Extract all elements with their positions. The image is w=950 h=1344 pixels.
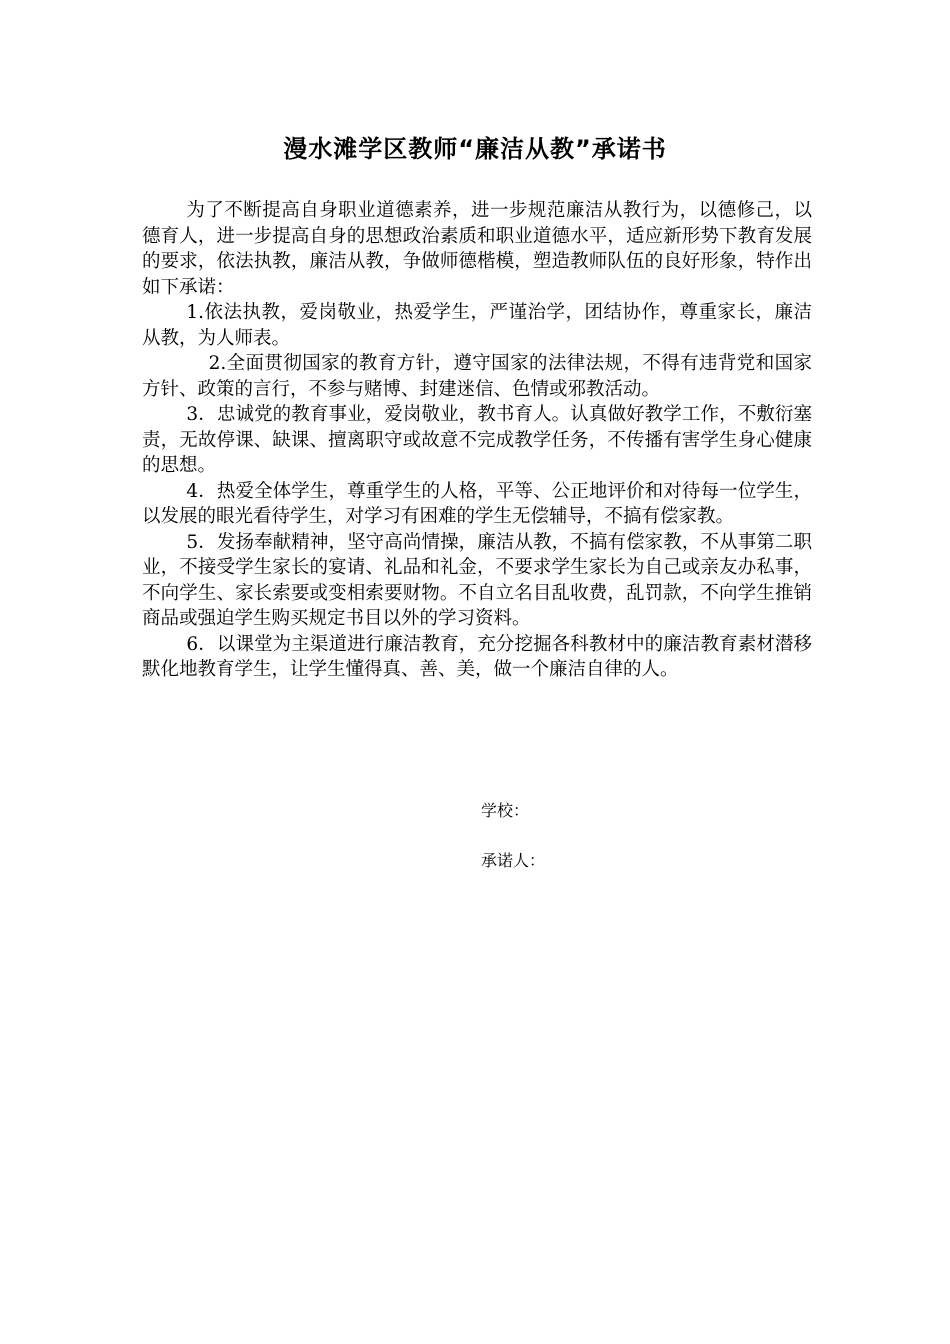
commitment-item-2: 2.全面贯彻国家的教育方针，遵守国家的法律法规，不得有违背党和国家方针、政策的言行，不参与赌博、封建迷信、色情或邪教活动。 [142,353,812,400]
commitment-item-6: 6．以课堂为主渠道进行廉洁教育，充分挖掘各科教材中的廉洁教育素材潜移默化地教育学生，让学生懂得真、善、美，做一个廉洁自律的人。 [142,633,812,680]
document-title: 漫水滩学区教师“廉洁从教”承诺书 [283,135,667,163]
commitment-item-3: 3．忠诚党的教育事业，爱岗敬业，教书育人。认真做好教学工作，不敷衍塞责，无故停课、缺课、擅离职守或故意不完成教学任务，不传播有害学生身心健康的思想。 [142,404,812,476]
intro-paragraph: 为了不断提高自身职业道德素养，进一步规范廉洁从教行为，以德修己，以德育人，进一步提高自身的思想政治素质和职业道德水平，适应新形势下教育发展的要求，依法执教，廉洁从教，争做师德楷模，塑造教师队伍的良好形象，特作出如下承诺： [142,200,812,298]
promiser-signature-label: 承诺人： [481,851,546,870]
school-signature-label: 学校： [481,801,530,820]
commitment-item-4: 4．热爱全体学生，尊重学生的人格，平等、公正地评价和对待每一位学生，以发展的眼光看待学生，对学习有困难的学生无偿辅导，不搞有偿家教。 [142,480,812,527]
commitment-item-1: 1.依法执教，爱岗敬业，热爱学生，严谨治学，团结协作，尊重家长，廉洁从教，为人师表。 [142,302,812,349]
commitment-item-5: 5．发扬奉献精神，坚守高尚情操，廉洁从教，不搞有偿家教，不从事第二职业，不接受学生家长的宴请、礼品和礼金，不要求学生家长为自己或亲友办私事，不向学生、家长索要或变相索要财物。不自立名目乱收费，乱罚款，不向学生推销商品或强迫学生购买规定书目以外的学习资料。 [142,531,812,629]
document-body [142,198,812,683]
